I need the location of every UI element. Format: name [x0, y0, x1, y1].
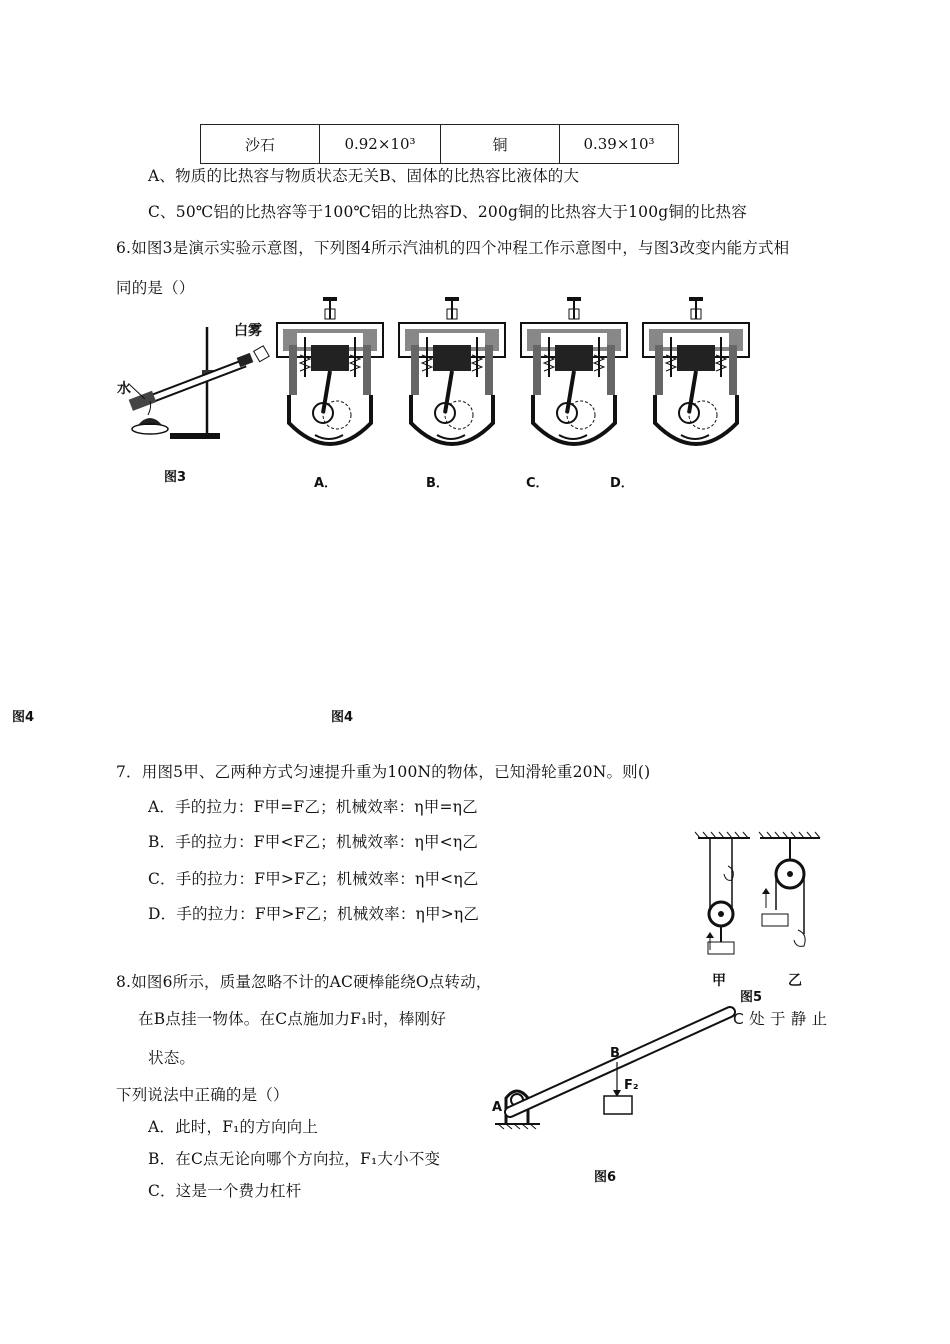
fig6-label-a: A	[492, 1100, 503, 1115]
fig3-caption: 图3	[164, 470, 187, 485]
q7-option-a: A．手的拉力：F甲=F乙；机械效率：η甲=η乙	[148, 798, 478, 816]
q8-stem-line2: 在B点挂一物体。在C点施加力F₁时，棒刚好	[138, 1010, 446, 1028]
fig6-label-b: B	[610, 1046, 620, 1061]
q7-option-d: D．手的拉力：F甲>F乙；机械效率：η甲>η乙	[148, 905, 480, 923]
fig6-caption: 图6	[594, 1170, 617, 1185]
table-row	[201, 125, 679, 164]
q8-stem-line3: 状态。	[148, 1049, 196, 1067]
q6-stem-line1: 6.如图3是演示实验示意图，下列图4所示汽油机的四个冲程工作示意图中，与图3改变内能方式相	[116, 239, 790, 257]
engine-label-b: B．	[426, 476, 449, 491]
figure-5-pulleys	[690, 830, 830, 970]
q7-option-c: C．手的拉力：F甲>F乙；机械效率：η甲<η乙	[148, 870, 479, 888]
q8-stem-line2-right: C 处 于 静 止	[733, 1010, 828, 1028]
fig3-mist-label: 白雾	[234, 323, 262, 339]
figure-6-lever	[490, 1000, 740, 1130]
fig6-label-f2: F₂	[624, 1078, 639, 1093]
engine-label-c: C．	[526, 476, 549, 491]
q5-options-cd: C、50℃铝的比热容等于100℃铝的比热容D、200g铜的比热容大于100g铜的比热容	[148, 203, 747, 221]
figure-4-engines	[275, 295, 755, 455]
table-cell: 0.92×10³	[320, 125, 441, 164]
table-cell: 沙石	[201, 125, 320, 164]
table-cell: 0.39×10³	[560, 125, 679, 164]
fig5-jia-label: 甲	[712, 973, 726, 989]
q7-option-b: B．手的拉力：F甲<F乙；机械效率：η甲<η乙	[148, 833, 479, 851]
engine-label-d: D．	[610, 476, 634, 491]
q7-stem: 7．用图5甲、乙两种方式匀速提升重为100N的物体，已知滑轮重20N。则()	[116, 763, 651, 781]
q8-option-b: B．在C点无论向哪个方向拉，F₁大小不变	[148, 1150, 441, 1168]
q8-option-a: A．此时，F₁的方向向上	[148, 1118, 319, 1136]
fig4-caption-left: 图4	[12, 710, 35, 725]
fig5-caption: 图5	[740, 990, 763, 1005]
q5-options-ab: A、物质的比热容与物质状态无关B、固体的比热容比液体的大	[148, 167, 580, 185]
fig3-water-label: 水	[117, 381, 131, 397]
fig4-caption-mid: 图4	[331, 710, 354, 725]
table-cell: 铜	[441, 125, 560, 164]
engine-label-a: A．	[314, 476, 338, 491]
q6-stem-line2: 同的是（）	[116, 279, 195, 297]
q8-stem-line1: 8.如图6所示，质量忽略不计的AC硬棒能绕O点转动，	[116, 973, 492, 991]
q8-option-c: C．这是一个费力杠杆	[148, 1182, 302, 1200]
specific-heat-table	[200, 124, 679, 164]
fig5-yi-label: 乙	[788, 973, 802, 989]
q8-stem-line4: 下列说法中正确的是（）	[116, 1086, 289, 1104]
